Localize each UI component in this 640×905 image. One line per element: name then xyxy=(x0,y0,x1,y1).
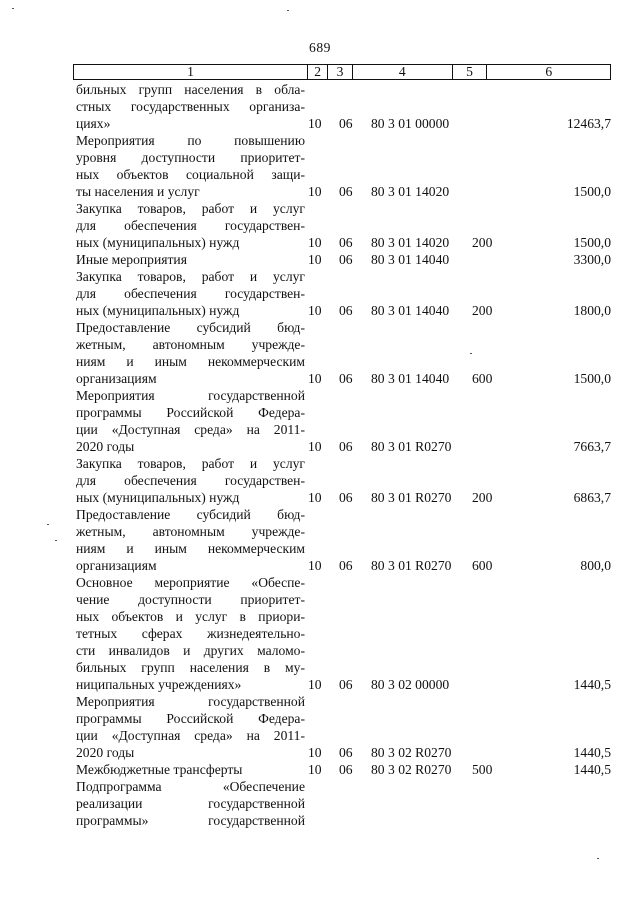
header-col-1: 1 xyxy=(74,65,308,79)
row-name-line: ных (муниципальных) нужд xyxy=(76,235,240,250)
target-article-code: 80 3 01 14020 xyxy=(371,235,450,250)
header-col-5: 5 xyxy=(453,65,488,79)
table-row xyxy=(73,455,611,506)
row-name-line: циях» xyxy=(76,116,111,131)
expense-type-code xyxy=(472,115,504,132)
row-name-line: Закупка товаров, работ и услуг xyxy=(76,201,305,216)
subsection-code: 06 xyxy=(339,677,353,692)
section-code: 10 xyxy=(308,677,322,692)
row-name-line: 2020 годы xyxy=(76,745,135,760)
section-code: 10 xyxy=(308,490,322,505)
amount: 1500,0 xyxy=(573,371,611,386)
row-name-line: стных государственных организа- xyxy=(76,99,305,114)
table-row xyxy=(73,574,611,693)
expense-type-code xyxy=(472,438,504,455)
expense-type-code: 600 xyxy=(472,371,493,386)
target-article-code: 80 3 01 R0270 xyxy=(371,439,452,454)
row-name-line: Основное мероприятие «Обеспе- xyxy=(76,575,305,590)
header-col-6: 6 xyxy=(545,64,553,79)
scan-speck xyxy=(47,524,49,525)
table-row xyxy=(73,268,611,319)
table-row xyxy=(73,761,611,778)
section-code: 10 xyxy=(308,116,322,131)
row-name-line: программы Российской Федера- xyxy=(76,405,305,420)
amount: 1500,0 xyxy=(573,235,611,250)
subsection-code: 06 xyxy=(339,303,353,318)
subsection-code: 06 xyxy=(339,439,353,454)
row-name-line: ных объектов и услуг в приори- xyxy=(76,609,305,624)
row-name-line: ции «Доступная среда» на 2011- xyxy=(76,728,305,743)
expense-type-code: 200 xyxy=(472,303,493,318)
expense-type-code xyxy=(472,251,504,268)
target-article-code: 80 3 01 14040 xyxy=(371,371,450,386)
table-row xyxy=(73,693,611,761)
section-code xyxy=(305,812,339,829)
section-code: 10 xyxy=(308,235,322,250)
table-row xyxy=(73,251,611,268)
row-name-line: Подпрограмма «Обеспечение xyxy=(76,779,305,794)
row-name-line: Предоставление субсидий бюд- xyxy=(76,320,305,335)
expense-type-code xyxy=(472,183,504,200)
expense-type-code: 500 xyxy=(472,762,493,777)
table-body xyxy=(73,81,611,829)
target-article-code: 80 3 01 14040 xyxy=(371,303,450,318)
scan-speck xyxy=(597,858,599,859)
amount: 7663,7 xyxy=(573,439,611,454)
row-name-line: реализации государственной xyxy=(76,796,305,811)
row-name-line: программы» государственной xyxy=(76,813,305,828)
table-row xyxy=(73,319,611,387)
expense-type-code: 600 xyxy=(472,558,493,573)
row-name-line: ты населения и услуг xyxy=(76,184,200,199)
amount: 3300,0 xyxy=(573,252,611,267)
subsection-code: 06 xyxy=(339,371,353,386)
subsection-code: 06 xyxy=(339,184,353,199)
amount: 1440,5 xyxy=(573,745,611,760)
subsection-code: 06 xyxy=(339,235,353,250)
target-article-code: 80 3 02 00000 xyxy=(371,677,450,692)
subsection-code: 06 xyxy=(339,252,353,267)
target-article-code: 80 3 01 00000 xyxy=(371,116,450,131)
row-name-line: для обеспечения государствен- xyxy=(76,218,305,233)
row-name-line: организациям xyxy=(76,371,157,386)
expense-type-code: 200 xyxy=(472,235,493,250)
row-name-line: сти инвалидов и других маломо- xyxy=(76,643,305,658)
table-row xyxy=(73,778,611,829)
row-name-line: организациям xyxy=(76,558,157,573)
subsection-code xyxy=(339,812,369,829)
expense-type-code xyxy=(472,744,504,761)
row-name xyxy=(73,693,305,761)
section-code: 10 xyxy=(308,439,322,454)
section-code: 10 xyxy=(308,558,322,573)
row-name xyxy=(73,319,305,387)
table-row xyxy=(73,132,611,200)
row-name-line: уровня доступности приоритет- xyxy=(76,150,305,165)
scan-speck xyxy=(470,353,472,354)
scan-speck xyxy=(287,10,289,11)
section-code: 10 xyxy=(308,184,322,199)
row-name-line: ниципальных учреждениях» xyxy=(76,677,242,692)
row-name-line: Мероприятия государственной xyxy=(76,388,305,403)
row-name-line: Мероприятия государственной xyxy=(76,694,305,709)
target-article-code: 80 3 01 R0270 xyxy=(371,558,452,573)
row-name xyxy=(73,574,305,693)
target-article-code: 80 3 02 R0270 xyxy=(371,762,452,777)
table-header xyxy=(73,64,611,80)
row-name-line: Иные мероприятия xyxy=(76,252,187,267)
section-code: 10 xyxy=(308,762,322,777)
row-name-line: 2020 годы xyxy=(76,439,135,454)
target-article-code: 80 3 01 R0270 xyxy=(371,490,452,505)
expense-type-code xyxy=(472,812,504,829)
row-name-line: бильных групп населения в обла- xyxy=(76,82,305,97)
row-name-line: Закупка товаров, работ и услуг xyxy=(76,269,305,284)
row-name-line: ниям и иным некоммерческим xyxy=(76,354,305,369)
row-name-line: ных (муниципальных) нужд xyxy=(76,303,240,318)
row-name xyxy=(73,778,305,829)
row-name-line: ных объектов социальной защи- xyxy=(76,167,305,182)
row-name xyxy=(73,268,305,319)
row-name-line: тетных сферах жизнедеятельно- xyxy=(76,626,305,641)
row-name xyxy=(73,81,305,132)
row-name-line: для обеспечения государствен- xyxy=(76,286,305,301)
subsection-code: 06 xyxy=(339,116,353,131)
target-article-code: 80 3 02 R0270 xyxy=(371,745,452,760)
table-row xyxy=(73,81,611,132)
header-col-3: 3 xyxy=(328,65,353,79)
target-article-code: 80 3 01 14040 xyxy=(371,252,450,267)
subsection-code: 06 xyxy=(339,745,353,760)
row-name xyxy=(73,387,305,455)
row-name-line: Мероприятия по повышению xyxy=(76,133,305,148)
row-name-line: Закупка товаров, работ и услуг xyxy=(76,456,305,471)
amount: 1440,5 xyxy=(573,762,611,777)
scan-speck xyxy=(55,540,57,541)
subsection-code: 06 xyxy=(339,762,353,777)
subsection-code: 06 xyxy=(339,558,353,573)
section-code: 10 xyxy=(308,371,322,386)
header-col-4: 4 xyxy=(353,65,453,79)
section-code: 10 xyxy=(308,745,322,760)
row-name-line: чение доступности приоритет- xyxy=(76,592,305,607)
row-name-line: ных (муниципальных) нужд xyxy=(76,490,240,505)
expense-type-code xyxy=(472,676,504,693)
row-name xyxy=(73,132,305,200)
row-name-line: программы Российской Федера- xyxy=(76,711,305,726)
row-name-line: жетным, автономным учрежде- xyxy=(76,337,305,352)
row-name-line: бильных групп населения в му- xyxy=(76,660,305,675)
row-name-line: Межбюджетные трансферты xyxy=(76,762,243,777)
row-name xyxy=(73,200,305,251)
target-article-code: 80 3 01 14020 xyxy=(371,184,450,199)
row-name xyxy=(73,506,305,574)
row-name xyxy=(73,761,305,778)
row-name-line: жетным, автономным учрежде- xyxy=(76,524,305,539)
row-name xyxy=(73,455,305,506)
row-name-line: ции «Доступная среда» на 2011- xyxy=(76,422,305,437)
row-name xyxy=(73,251,305,268)
target-article-code xyxy=(369,812,472,829)
section-code: 10 xyxy=(308,303,322,318)
scan-speck xyxy=(12,8,14,9)
row-name-line: ниям и иным некоммерческим xyxy=(76,541,305,556)
table-row xyxy=(73,506,611,574)
table-row xyxy=(73,200,611,251)
amount: 1500,0 xyxy=(573,184,611,199)
section-code: 10 xyxy=(308,252,322,267)
amount xyxy=(504,812,611,829)
row-name-line: для обеспечения государствен- xyxy=(76,473,305,488)
amount: 12463,7 xyxy=(566,116,611,131)
expense-type-code: 200 xyxy=(472,490,493,505)
subsection-code: 06 xyxy=(339,490,353,505)
amount: 800,0 xyxy=(580,558,611,573)
page-number: 689 xyxy=(309,40,331,55)
amount: 6863,7 xyxy=(573,490,611,505)
row-name-line: Предоставление субсидий бюд- xyxy=(76,507,305,522)
amount: 1800,0 xyxy=(573,303,611,318)
table-row xyxy=(73,387,611,455)
header-col-2: 2 xyxy=(308,65,328,79)
amount: 1440,5 xyxy=(573,677,611,692)
